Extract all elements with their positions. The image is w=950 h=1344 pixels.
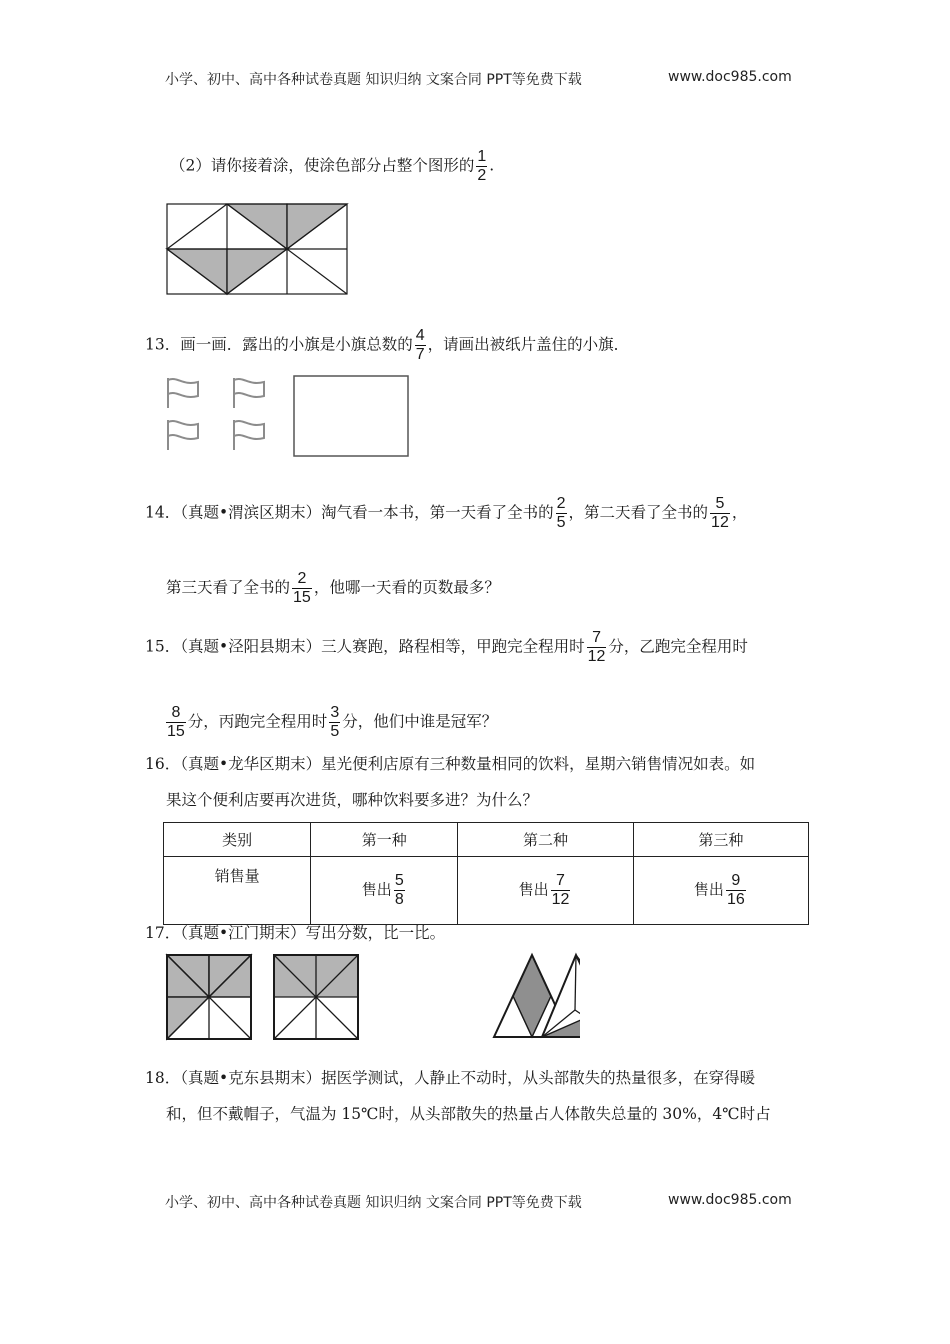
q15-line1: 15．（真题•泾阳县期末）三人赛跑，路程相等，甲跑完全程用时 $\frac{7}{12}$ 分，乙跑完全程用时	[145, 629, 748, 665]
flag-icon	[234, 420, 264, 450]
fraction: $\frac{5}{8}$	[394, 872, 404, 908]
q16-line2: 果这个便利店要再次进货，哪种饮料要多进？为什么？	[166, 791, 539, 809]
table-header-cell: 类别	[164, 823, 311, 857]
fraction: $\frac{9}{16}$	[726, 872, 745, 908]
q14-line2: 第三天看了全书的 $\frac{2}{15}$ ，他哪一天看的页数最多？	[166, 570, 500, 606]
table-cell: 售出 $\frac{9}{16}$	[633, 857, 808, 925]
header-text: 小学、初中、高中各种试卷真题 知识归纳 文案合同 PPT等免费下载	[165, 72, 582, 88]
sales-table	[163, 822, 809, 925]
fraction: $\frac{2}{5}$	[556, 495, 566, 531]
table-cell: 售出 $\frac{5}{8}$	[311, 857, 458, 925]
table-header-row	[164, 823, 809, 857]
square-figure-2	[274, 955, 358, 1039]
q12-part2-line: （2）请你接着涂，使涂色部分占整个图形的 $\frac{1}{2}$ .	[170, 148, 495, 184]
table-cell: 售出 $\frac{7}{12}$	[458, 857, 633, 925]
q17-line: 17．（真题•江门期末）写出分数，比一比。	[145, 924, 446, 942]
footer-url[interactable]: www.doc985.com	[668, 1192, 792, 1208]
q14-line1: 14．（真题•渭滨区期末）淘气看一本书，第一天看了全书的 $\frac{2}{5}$ ，第二天看了全书的 $\frac{5}{12}$ ，	[145, 495, 748, 531]
fraction: $\frac{8}{15}$	[167, 704, 185, 740]
fraction: $\frac{5}{12}$	[711, 495, 729, 531]
fraction: $\frac{7}{12}$	[587, 629, 606, 665]
table-header-cell: 第一种	[311, 823, 458, 857]
fraction: $\frac{2}{15}$	[293, 570, 311, 606]
q13-line: 13．画一画．露出的小旗是小旗总数的 $\frac{4}{7}$ ，请画出被纸片盖住的小旗．	[145, 327, 630, 363]
table-header-cell: 第二种	[458, 823, 633, 857]
fraction: $\frac{4}{7}$	[415, 327, 425, 363]
table-header-cell: 第三种	[633, 823, 808, 857]
q12-part2-text: （2）请你接着涂，使涂色部分占整个图形的	[170, 156, 475, 175]
flag-icon	[168, 420, 198, 450]
triangle-grid-figure	[160, 200, 355, 300]
q18-line2: 和，但不戴帽子，气温为 15℃时，从头部散失的热量占人体散失总量的 30%，4℃时占	[166, 1105, 771, 1123]
q15-line2: $\frac{8}{15}$ 分，丙跑完全程用时 $\frac{3}{5}$ 分，他们中谁是冠军？	[167, 704, 498, 740]
q16-line1: 16．（真题•龙华区期末）星光便利店原有三种数量相同的饮料，星期六销售情况如表。如	[145, 755, 756, 773]
flags-figure	[160, 370, 420, 462]
fraction: $\frac{1}{2}$	[477, 148, 487, 184]
row-label: 销售量	[164, 857, 311, 925]
fraction: $\frac{3}{5}$	[330, 704, 340, 740]
fraction: $\frac{7}{12}$	[551, 872, 570, 908]
q18-line1: 18．（真题•克东县期末）据医学测试，人静止不动时，从头部散失的热量很多，在穿得暖	[145, 1069, 756, 1087]
shapes-figure	[160, 950, 580, 1045]
table-row	[164, 857, 809, 925]
footer-text: 小学、初中、高中各种试卷真题 知识归纳 文案合同 PPT等免费下载	[165, 1195, 582, 1211]
header-url[interactable]: www.doc985.com	[668, 69, 792, 85]
flag-icon	[168, 378, 198, 408]
paper-cover	[294, 376, 408, 456]
flag-icon	[234, 378, 264, 408]
square-figure-1	[167, 955, 251, 1039]
